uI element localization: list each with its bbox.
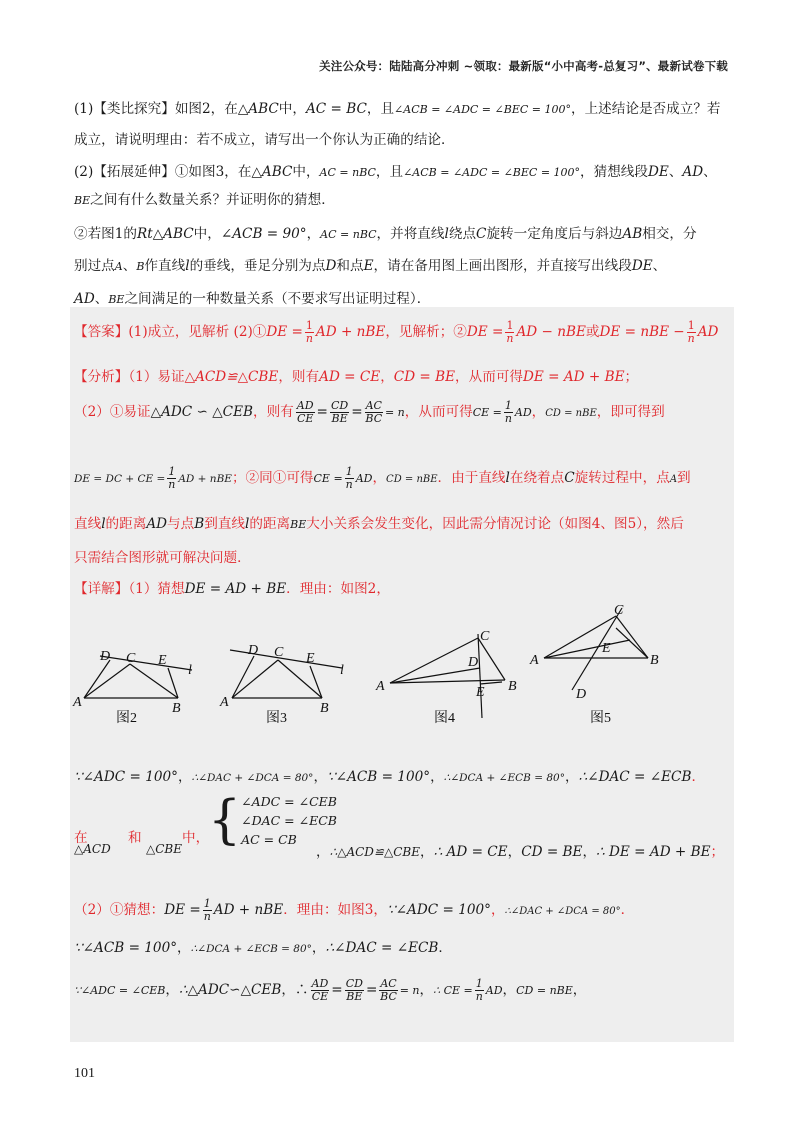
q2-line1: (2)【拓展延伸】①如图3，在△ABC中，AC = nBC，且∠ACB = ∠ADC = ∠BEC = 100°，猜想线段DE、AD、 [74, 164, 717, 180]
proof2-line2: ∵∠ACB = 100°，∴∠DCA + ∠ECB = 80°，∴∠DAC = ∠ECB． [74, 940, 453, 956]
figures-panel [70, 598, 670, 733]
fig4-label-c: C [480, 629, 490, 644]
analysis-line3: DE = DC + CE = $\frac{1}{n}$ AD + nBE；②同①可得CE = $\frac{1}{n}$ AD，CD = nBE．由于直线l在绕着点C旋转过程中，点A到 [74, 465, 691, 491]
q2-line2: BE之间有什么数量关系？并证明你的猜想． [74, 192, 335, 208]
proof1-he: 和 [128, 830, 142, 846]
fig4-label-a: A [376, 679, 385, 694]
proof1-system: { ∠ADC = ∠CEB ∠DAC = ∠ECB AC = CB [208, 790, 337, 851]
q1-line2: 成立，请说明理由：若不成立，请写出一个你认为正确的结论． [74, 132, 455, 148]
proof1-line1: ∵∠ADC = 100°，∴∠DAC + ∠DCA = 80°，∵∠ACB = 100°，∴∠DCA + ∠ECB = 80°，∴∠DAC = ∠ECB． [74, 769, 706, 785]
fig5-label-c: C [614, 603, 624, 618]
fig2-label-l: l [188, 663, 192, 678]
fig5-label-a: A [530, 653, 539, 668]
fig2-caption: 图2 [116, 711, 137, 726]
proof1-triangle2: △CBE [146, 842, 182, 856]
fig2-label-e: E [158, 653, 167, 668]
proof1-conclusion: ，∴△ACD≌△CBE，∴ AD = CE，CD = BE，∴ DE = AD + BE； [316, 844, 725, 860]
page-header: 关注公众号：陆陆高分冲刺 ~领取：最新版“小中高考-总复习”、最新试卷下载 [319, 59, 728, 73]
analysis-line1: 【分析】（1）易证△ACD≌△CBE，则有AD = CE，CD = BE，从而可得DE = AD + BE； [74, 369, 639, 385]
fig2-label-d: D [100, 649, 111, 664]
page-number: 101 [74, 1066, 95, 1081]
fig4-label-b: B [508, 679, 517, 694]
fig5-label-e: E [602, 641, 611, 656]
q1-line1: (1)【类比探究】如图2，在△ABC中，AC = BC，且∠ACB = ∠ADC = ∠BEC = 100°，上述结论是否成立？若 [74, 101, 721, 117]
proof1-triangle1: △ACD [74, 842, 111, 856]
fig3-label-a: A [220, 695, 229, 710]
fig4-label-e: E [476, 685, 485, 700]
analysis-line5: 只需结合图形就可解决问题． [74, 550, 251, 566]
figure-4 [390, 634, 505, 718]
fig3-label-l: l [340, 663, 344, 678]
proof2-line3: ∵∠ADC = ∠CEB，∴△ADC∽△CEB，∴ $\frac{AD}{CE}$ = $\frac{CD}{BE}$ = $\frac{AC}{BC}$ = n，∴ CE = $\frac{1}{n}$ AD，CD = nBE， [74, 977, 587, 1003]
analysis-line4: 直线l的距离AD与点B到直线l的距离BE大小关系会发生变化，因此需分情况讨论（如图4、图5），然后 [74, 516, 684, 532]
fig5-caption: 图5 [590, 711, 611, 726]
answer-line: 【答案】(1)成立，见解析 (2)①DE = $\frac{1}{n}$ AD + nBE，见解析；②DE = $\frac{1}{n}$ AD − nBE或DE = nBE − $\frac{1}{n}$ AD [74, 319, 719, 345]
proof1-zai: 在 [74, 830, 88, 846]
figure-5 [544, 608, 648, 690]
fig4-caption: 图4 [434, 711, 455, 726]
fig2-label-a: A [73, 695, 82, 710]
proof2-line1: （2）①猜想：DE = $\frac{1}{n}$ AD + nBE．理由：如图3，∵∠ADC = 100°，∴∠DAC + ∠DCA = 80°． [74, 897, 635, 923]
proof1-zhong: 中， [182, 830, 210, 846]
fig3-label-c: C [274, 645, 284, 660]
detail-line1: 【详解】（1）猜想DE = AD + BE．理由：如图2， [74, 581, 390, 597]
fig5-label-b: B [650, 653, 659, 668]
analysis-line2: （2）①易证△ADC ∽ △CEB，则有 $\frac{AD}{CE}$ = $\frac{CD}{BE}$ = $\frac{AC}{BC}$ = n，从而可得CE = $\frac{1}{n}$ AD，CD = nBE，即可得到 [74, 399, 665, 425]
fig4-label-d: D [468, 655, 479, 670]
q2-line5: AD、BE之间满足的一种数量关系（不要求写出证明过程）． [74, 291, 431, 307]
fig3-label-d: D [248, 643, 259, 658]
figure-3 [230, 650, 342, 698]
fig3-caption: 图3 [266, 711, 287, 726]
fig3-label-b: B [320, 701, 329, 716]
fig2-label-b: B [172, 701, 181, 716]
fig3-label-e: E [306, 651, 315, 666]
q2-line4: 别过点A、B作直线l的垂线，垂足分别为点D和点E，请在备用图上画出图形，并直接写出线段DE、 [74, 258, 667, 274]
fig2-label-c: C [126, 651, 136, 666]
fig5-label-d: D [576, 687, 587, 702]
q2-line3: ②若图1的Rt△ABC中，∠ACB = 90°，AC = nBC，并将直线l绕点C旋转一定角度后与斜边AB相交，分 [74, 226, 697, 242]
